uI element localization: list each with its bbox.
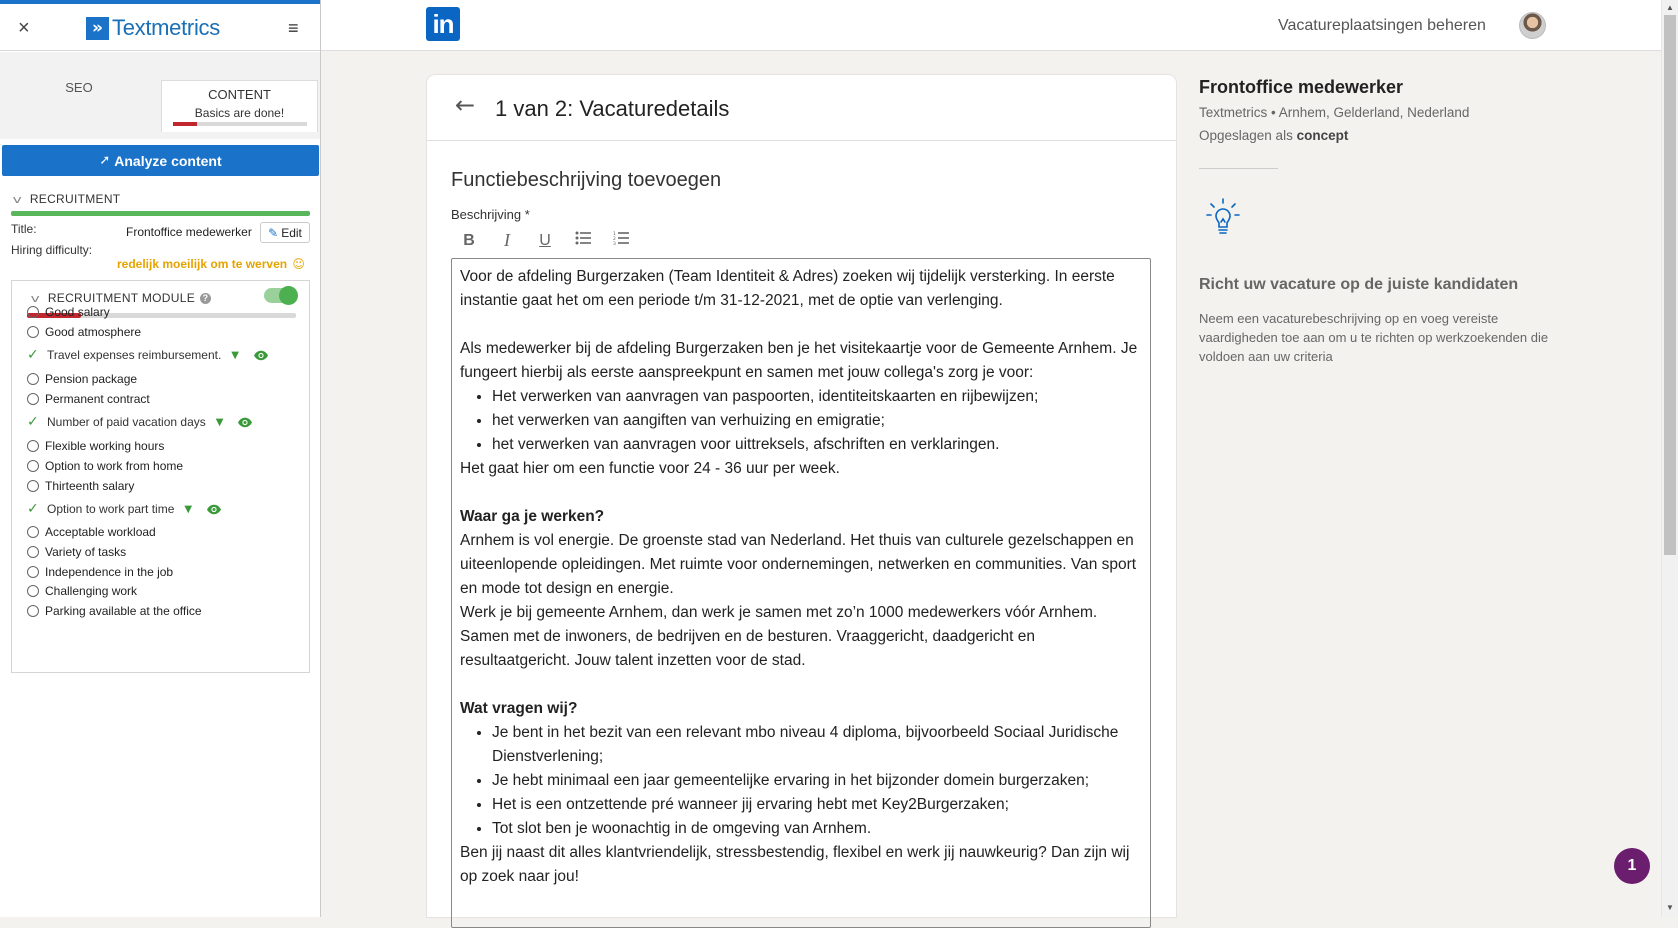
module-toggle-switch[interactable] — [264, 288, 296, 303]
editor-paragraph: Het gaat hier om een functie voor 24 - 36 uur per week. — [460, 460, 840, 477]
tab-content-status: Basics are done! — [194, 106, 285, 120]
radio-icon — [27, 373, 39, 385]
checkmark-icon: ✓ — [27, 414, 39, 430]
editor-list-item: • Je bent in het bezit van een relevant mbo niveau 4 diploma, bijvoorbeeld Sociaal Juridische Dienstverlening; — [492, 721, 1142, 769]
job-location: Arnhem, Gelderland, Nederland — [1278, 105, 1470, 120]
module-item-label: Good atmosphere — [45, 325, 142, 339]
chevron-down-icon[interactable]: ▼ — [184, 503, 193, 515]
editor-heading: Wat vragen wij? — [460, 700, 578, 717]
bold-button[interactable]: B — [463, 231, 475, 249]
card-header — [427, 75, 1176, 141]
editor-bullet-list — [484, 385, 1142, 457]
module-item[interactable] — [27, 369, 137, 389]
title-label: Title: — [11, 222, 37, 236]
module-item-label: Challenging work — [45, 584, 138, 598]
module-item[interactable] — [27, 522, 156, 542]
toggle-knob — [279, 286, 298, 305]
textmetrics-sidebar — [0, 0, 321, 917]
module-item-label: Thirteenth salary — [45, 479, 135, 493]
module-item[interactable] — [27, 322, 141, 342]
recruitment-module-header: RECRUITMENT MODULE — [47, 291, 195, 305]
radio-icon — [27, 440, 39, 452]
title-value: Frontoffice medewerker — [126, 225, 252, 239]
editor-paragraph: Voor de afdeling Burgerzaken (Team Identiteit & Adres) zoeken wij tijdelijk versterking. In eerste instantie gaat het om een periode t/m 31-12-2021, met de optie van verlenging. — [460, 268, 1115, 309]
smiley-icon: ☺ — [292, 257, 305, 271]
checkmark-icon: ✓ — [27, 347, 39, 363]
module-item[interactable] — [27, 581, 137, 601]
radio-icon — [27, 526, 39, 538]
editor-list-item: • het verwerken van aanvragen voor uittreksels, afschriften en verklaringen. — [492, 433, 1142, 457]
bullet-list-icon[interactable] — [573, 231, 593, 250]
radio-icon — [27, 585, 39, 597]
module-item[interactable] — [27, 456, 183, 476]
editor-paragraph: Ben jij naast dit alles klantvriendelijk, stressbestendig, flexibel en werk jij nauwkeurig? Dan zijn wij op zoek naar jou! — [460, 844, 1130, 885]
module-item-label: Flexible working hours — [45, 439, 165, 453]
sidebar-header — [0, 4, 320, 51]
analyze-content-label: Analyze content — [114, 152, 222, 169]
hiring-difficulty-text: redelijk moeilijk om te werven — [117, 257, 288, 271]
draft-status — [1199, 128, 1348, 143]
tab-seo[interactable]: SEO — [65, 80, 93, 95]
radio-icon — [27, 566, 39, 578]
help-icon[interactable]: ? — [200, 293, 211, 304]
module-item-label: Independence in the job — [45, 565, 174, 579]
company-name: Textmetrics — [1199, 105, 1268, 120]
edit-label: Edit — [281, 225, 302, 240]
module-item-label: Pension package — [45, 372, 138, 386]
chevron-down-icon: v — [12, 192, 23, 206]
radio-icon — [27, 326, 39, 338]
hiring-difficulty-value — [117, 257, 305, 271]
content-progress-fill — [173, 122, 197, 126]
radio-icon — [27, 393, 39, 405]
tip-title: Richt uw vacature op de juiste kandidaten — [1199, 276, 1519, 293]
tab-content[interactable] — [161, 80, 318, 132]
radio-icon — [27, 460, 39, 472]
description-label — [451, 207, 530, 222]
editor-list-item: • Tot slot ben je woonachtig in de omgeving van Arnhem. — [492, 817, 1142, 841]
module-item-label: Good salary — [45, 305, 110, 319]
page-title: 1 van 2: Vacaturedetails — [495, 96, 730, 121]
module-item[interactable] — [27, 601, 202, 621]
manage-job-postings-link[interactable]: Vacatureplaatsingen beheren — [1278, 17, 1486, 34]
section-title: Functiebeschrijving toevoegen — [451, 169, 722, 191]
radio-icon — [27, 546, 39, 558]
description-label-text: Beschrijving — [451, 207, 522, 222]
editor-paragraph: Werk je bij gemeente Arnhem, dan werk je samen met zo’n 1000 medewerkers vóór Arnhem. Samen met de inwoners, de bedrijven en de besturen. Vraaggericht, daadgericht en resultaatgericht. Jouw talent inzetten voor de stad. — [460, 604, 1098, 669]
eye-icon[interactable] — [237, 417, 253, 428]
checkmark-icon: ✓ — [27, 501, 39, 517]
job-meta — [1199, 105, 1469, 120]
radio-icon — [27, 605, 39, 617]
required-marker: * — [524, 207, 530, 222]
edit-title-button[interactable] — [260, 222, 310, 243]
back-arrow-icon[interactable]: ← — [455, 91, 476, 119]
tip-text: Neem een vacaturebeschrijving op en voeg vereiste vaardigheden toe aan om u te richten op werkzoekenden die voldoen aan uw criteria — [1199, 311, 1549, 364]
radio-icon — [27, 480, 39, 492]
meta-separator: • — [1271, 105, 1276, 120]
underline-button[interactable]: U — [539, 231, 551, 249]
eye-icon[interactable] — [206, 504, 222, 515]
module-item-label: Option to work from home — [45, 459, 184, 473]
radio-icon — [27, 306, 39, 318]
recruitment-progress-bar — [11, 211, 310, 216]
lightbulb-icon — [1205, 198, 1241, 238]
textmetrics-logo-text: Textmetrics — [112, 15, 220, 40]
editor-paragraph: Arnhem is vol energie. De groenste stad van Nederland. Het thuis van culturele gezelschappen en uiteenlopende opleidingen. Met ruimte voor ondernemingen, netwerken en communities. Van sport en mode tot design en energie. — [460, 532, 1137, 597]
numbered-list-icon[interactable] — [611, 231, 631, 250]
chevron-down-icon[interactable]: ▼ — [215, 416, 224, 428]
scroll-up-arrow-icon[interactable]: ▲ — [1666, 3, 1674, 12]
hamburger-menu-icon[interactable]: ≡ — [288, 18, 299, 38]
job-details-card — [427, 75, 1176, 917]
module-item-label: Permanent contract — [45, 392, 150, 406]
tab-content-label: CONTENT — [208, 87, 271, 102]
module-item[interactable] — [27, 389, 150, 409]
editor-list-item: • Je hebt minimaal een jaar gemeentelijke ervaring in het bijzonder domein burgerzaken; — [492, 769, 1142, 793]
italic-button[interactable]: I — [504, 230, 510, 250]
module-item[interactable] — [27, 499, 222, 519]
module-item[interactable] — [27, 562, 173, 582]
draft-status-value: concept — [1296, 128, 1349, 143]
pencil-icon: ✎ — [268, 225, 279, 240]
description-editor[interactable] — [451, 258, 1151, 928]
module-item[interactable] — [27, 436, 164, 456]
textmetrics-logo-icon: » — [86, 17, 109, 40]
editor-list-item: • Het is een ontzettende pré wanneer jij ervaring hebt met Key2Burgerzaken; — [492, 793, 1142, 817]
analyze-content-button[interactable] — [2, 145, 319, 176]
module-item[interactable] — [27, 345, 269, 365]
chevron-down-icon: v — [30, 291, 41, 305]
divider — [1199, 168, 1278, 169]
svg-text:1: 1 — [613, 232, 616, 237]
module-item[interactable] — [27, 302, 110, 322]
recruitment-module — [11, 280, 310, 673]
module-item[interactable] — [27, 412, 253, 432]
avatar[interactable] — [1519, 12, 1546, 39]
eye-icon[interactable] — [253, 350, 269, 361]
module-item-label: Option to work part time — [47, 502, 175, 516]
module-item[interactable] — [27, 542, 126, 562]
editor-list-item: • Het verwerken van aanvragen van paspoorten, identiteitskaarten en rijbewijzen; — [492, 385, 1142, 409]
module-item[interactable] — [27, 476, 134, 496]
editor-toolbar — [459, 230, 631, 251]
scroll-down-arrow-icon[interactable]: ▼ — [1666, 903, 1674, 912]
close-icon[interactable]: × — [18, 17, 30, 39]
svg-text:3: 3 — [613, 242, 616, 245]
module-item-label: Variety of tasks — [45, 545, 127, 559]
chevron-down-icon[interactable]: ▼ — [231, 349, 239, 361]
recruitment-header: RECRUITMENT — [29, 192, 121, 206]
page-scrollbar[interactable] — [1661, 0, 1678, 917]
module-item-label: Acceptable workload — [45, 525, 156, 539]
module-item-label: Number of paid vacation days — [47, 415, 206, 429]
svg-text:2: 2 — [613, 237, 616, 242]
sidebar-tabs — [0, 52, 320, 139]
job-title: Frontoffice medewerker — [1199, 77, 1404, 97]
textmetrics-logo — [86, 14, 220, 42]
draft-prefix: Opgeslagen als — [1199, 128, 1293, 143]
editor-bullet-list — [484, 721, 1142, 841]
scrollbar-thumb[interactable] — [1664, 15, 1676, 555]
content-progress-bar — [173, 122, 307, 126]
recruitment-section-toggle[interactable] — [14, 192, 120, 206]
editor-heading: Waar ga je werken? — [460, 508, 605, 525]
module-item-label: Parking available at the office — [45, 604, 202, 618]
editor-paragraph: Als medewerker bij de afdeling Burgerzaken ben je het visitekaartje voor de Gemeente Arnhem. Je fungeert hierbij als eerste aanspreekpunt en samen met jouw collega's zorg je voor: — [460, 340, 1138, 381]
notification-badge[interactable]: 1 — [1614, 848, 1650, 884]
rocket-icon: ➚ — [99, 153, 111, 168]
linkedin-top-nav — [321, 0, 1661, 51]
editor-list-item: • het verwerken van aangiften van verhuizing en emigratie; — [492, 409, 1142, 433]
module-item-label: Travel expenses reimbursement. — [47, 348, 222, 362]
hiring-difficulty-label: Hiring difficulty: — [11, 243, 93, 257]
linkedin-logo[interactable]: in — [426, 7, 460, 41]
